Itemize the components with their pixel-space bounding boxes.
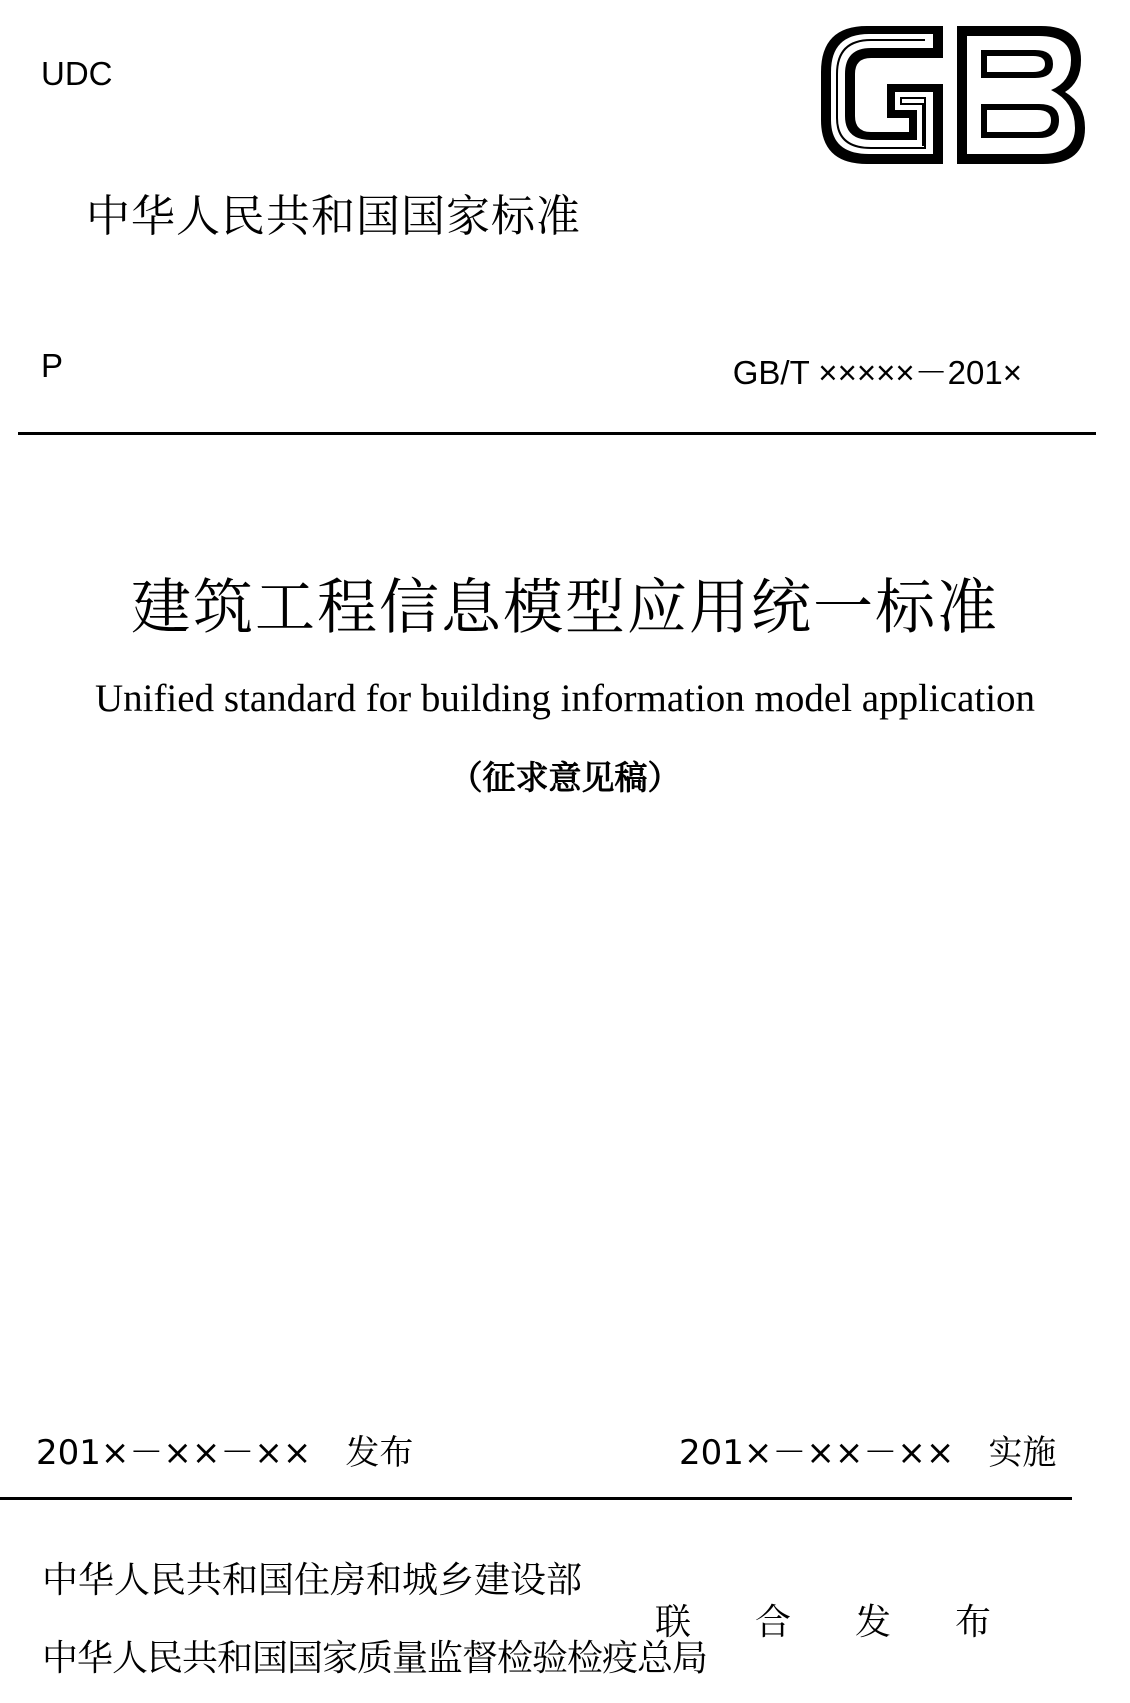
issuer-aqsiq: 中华人民共和国国家质量监督检验检疫总局 — [42, 1638, 708, 1679]
standard-level-title: 中华人民共和国国家标准 — [86, 191, 581, 242]
header-divider — [18, 432, 1096, 435]
gb-logo-letter-g — [821, 26, 943, 164]
issuer-ministry: 中华人民共和国住房和城乡建设部 — [42, 1560, 583, 1601]
publish-date: 201×－××－×× 发布 — [36, 1433, 414, 1473]
joint-release-char: 联 — [655, 1602, 692, 1643]
gb-logo-icon — [815, 20, 1087, 170]
udc-label: UDC — [41, 55, 113, 92]
joint-release-char: 合 — [755, 1602, 792, 1643]
draft-status: （征求意见稿） — [449, 758, 681, 797]
joint-release-char: 发 — [855, 1602, 892, 1643]
document-title-english: Unified standard for building information model application — [94, 677, 1036, 720]
document-title-chinese: 建筑工程信息模型应用统一标准 — [131, 573, 999, 643]
footer-divider — [0, 1497, 1072, 1500]
joint-release-label — [655, 1594, 1055, 1645]
joint-release-char: 布 — [955, 1602, 992, 1643]
standard-number: GB/T ×××××－201× — [732, 354, 1022, 391]
gb-logo-letter-b — [957, 26, 1085, 164]
implement-date: 201×－××－×× 实施 — [679, 1433, 1057, 1473]
classification-code: P — [41, 347, 64, 384]
